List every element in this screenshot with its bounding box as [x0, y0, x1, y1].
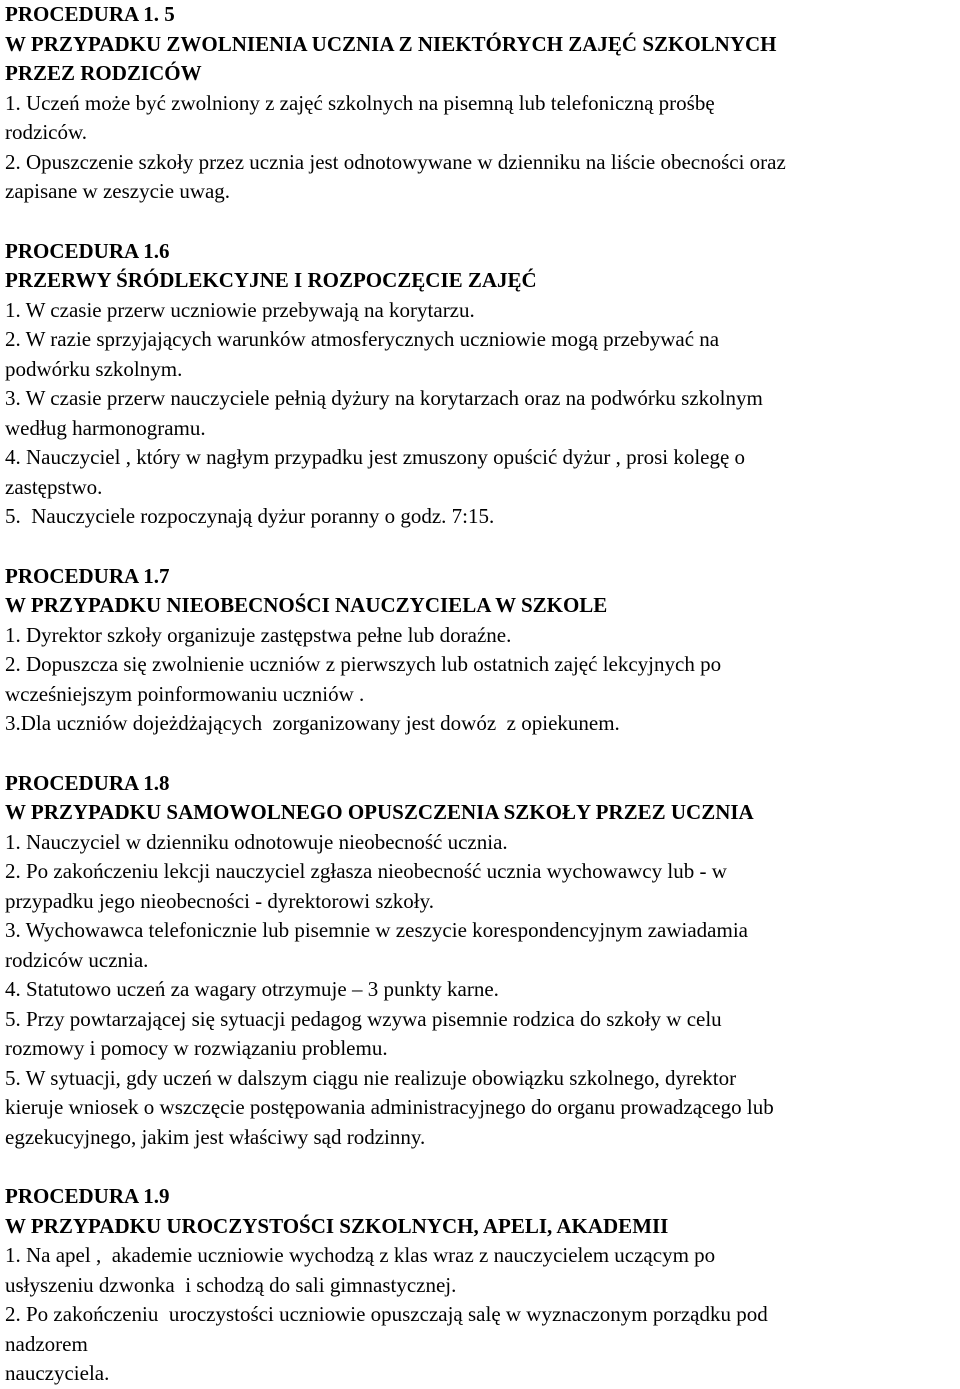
procedure-section-1-6 [5, 237, 960, 532]
section-spacer [5, 207, 960, 237]
procedure-title: PROCEDURA 1.6 [5, 238, 170, 263]
procedure-subtitle: PRZERWY ŚRÓDLEKCYJNE I ROZPOCZĘCIE ZAJĘĆ [5, 268, 537, 292]
procedure-section-1-7 [5, 562, 960, 739]
procedure-text-line: 5. Przy powtarzającej się sytuacji pedagog wzywa pisemnie rodzica do szkoły w celu [5, 1006, 722, 1031]
procedure-title: PROCEDURA 1.9 [5, 1184, 170, 1208]
procedure-text-line: rodziców. [5, 120, 88, 144]
procedure-text-line: 4. Statutowo uczeń za wagary otrzymuje – 3 punkty karne. [5, 977, 499, 1001]
procedure-text-line: według harmonogramu. [5, 415, 206, 440]
procedure-title: PROCEDURA 1. 5 [5, 2, 175, 26]
procedure-text-line: 4. Nauczyciel , który w nagłym przypadku jest zmuszony opuścić dyżur , prosi kolegę o [5, 445, 746, 469]
procedure-text-line: 1. Na apel , akademie uczniowie wychodzą z klas wraz z nauczycielem uczącym po [5, 1243, 716, 1267]
procedure-text-line: 2. Po zakończeniu lekcji nauczyciel zgłasza nieobecność ucznia wychowawcy lub - w [5, 859, 727, 883]
procedure-subtitle: PRZEZ RODZICÓW [5, 61, 202, 85]
procedure-text-line: 1. Dyrektor szkoły organizuje zastępstwa pełne lub doraźne. [5, 622, 512, 647]
procedure-section-1-8 [5, 769, 960, 1153]
procedure-text-line: rozmowy i pomocy w rozwiązaniu problemu. [5, 1036, 388, 1060]
procedure-text-line: 1. W czasie przerw uczniowie przebywają na korytarzu. [5, 297, 475, 322]
procedure-subtitle: W PRZYPADKU ZWOLNIENIA UCZNIA Z NIEKTÓRYCH ZAJĘĆ SZKOLNYCH [5, 31, 777, 56]
procedure-title: PROCEDURA 1.8 [5, 770, 170, 795]
procedure-text-line: 2. Opuszczenie szkoły przez ucznia jest odnotowywane w dzienniku na liście obecności oraz [5, 149, 786, 174]
procedure-section-1-9 [5, 1182, 960, 1389]
procedure-text-line: 1. Nauczyciel w dzienniku odnotowuje nieobecność ucznia. [5, 829, 508, 854]
procedure-subtitle: W PRZYPADKU NIEOBECNOŚCI NAUCZYCIELA W SZKOLE [5, 593, 608, 617]
procedure-text-line: 2. W razie sprzyjających warunków atmosferycznych uczniowie mogą przebywać na [5, 327, 720, 351]
section-spacer [5, 739, 960, 769]
procedure-text-line: 2. Po zakończeniu uroczystości uczniowie opuszczają salę w wyznaczonym porządku pod [5, 1302, 768, 1326]
procedure-text-line: 2. Dopuszcza się zwolnienie uczniów z pierwszych lub ostatnich zajęć lekcyjnych po [5, 652, 722, 676]
procedure-subtitle: W PRZYPADKU SAMOWOLNEGO OPUSZCZENIA SZKOŁY PRZEZ UCZNIA [5, 800, 754, 824]
procedure-text-line: 3. W czasie przerw nauczyciele pełnią dyżury na korytarzach oraz na podwórku szkolnym [5, 386, 763, 410]
procedure-text-line: 3.Dla uczniów dojeżdżających zorganizowany jest dowóz z opiekunem. [5, 711, 620, 735]
procedure-section-1-5 [5, 0, 960, 207]
procedure-text-line: podwórku szkolnym. [5, 356, 183, 381]
section-spacer [5, 532, 960, 562]
procedure-text-line: egzekucyjnego, jakim jest właściwy sąd rodzinny. [5, 1124, 426, 1149]
procedure-text-line: usłyszeniu dzwonka i schodzą do sali gimnastycznej. [5, 1272, 457, 1297]
procedure-title: PROCEDURA 1.7 [5, 563, 170, 588]
procedure-text-line: zapisane w zeszycie uwag. [5, 179, 231, 203]
procedure-text-line: zastępstwo. [5, 474, 103, 499]
document-page [5, 0, 960, 1389]
procedure-text-line: 5. Nauczyciele rozpoczynają dyżur poranny o godz. 7:15. [5, 504, 495, 528]
procedure-text-line: wcześniejszym poinformowaniu uczniów . [5, 681, 365, 706]
procedure-text-line: nauczyciela. [5, 1361, 110, 1385]
procedure-text-line: przypadku jego nieobecności - dyrektorowi szkoły. [5, 888, 435, 913]
procedure-text-line: kieruje wniosek o wszczęcie postępowania administracyjnego do organu prowadzącego lub [5, 1095, 774, 1119]
procedure-subtitle: W PRZYPADKU UROCZYSTOŚCI SZKOLNYCH, APELI, AKADEMII [5, 1213, 669, 1238]
section-spacer [5, 1152, 960, 1182]
procedure-text-line: rodziców ucznia. [5, 947, 149, 972]
procedure-text-line: 5. W sytuacji, gdy uczeń w dalszym ciągu nie realizuje obowiązku szkolnego, dyrektor [5, 1065, 737, 1090]
procedure-text-line: nadzorem [5, 1331, 88, 1356]
procedure-text-line: 1. Uczeń może być zwolniony z zajęć szkolnych na pisemną lub telefoniczną prośbę [5, 90, 715, 115]
procedure-text-line: 3. Wychowawca telefonicznie lub pisemnie w zeszycie korespondencyjnym zawiadamia [5, 918, 748, 942]
